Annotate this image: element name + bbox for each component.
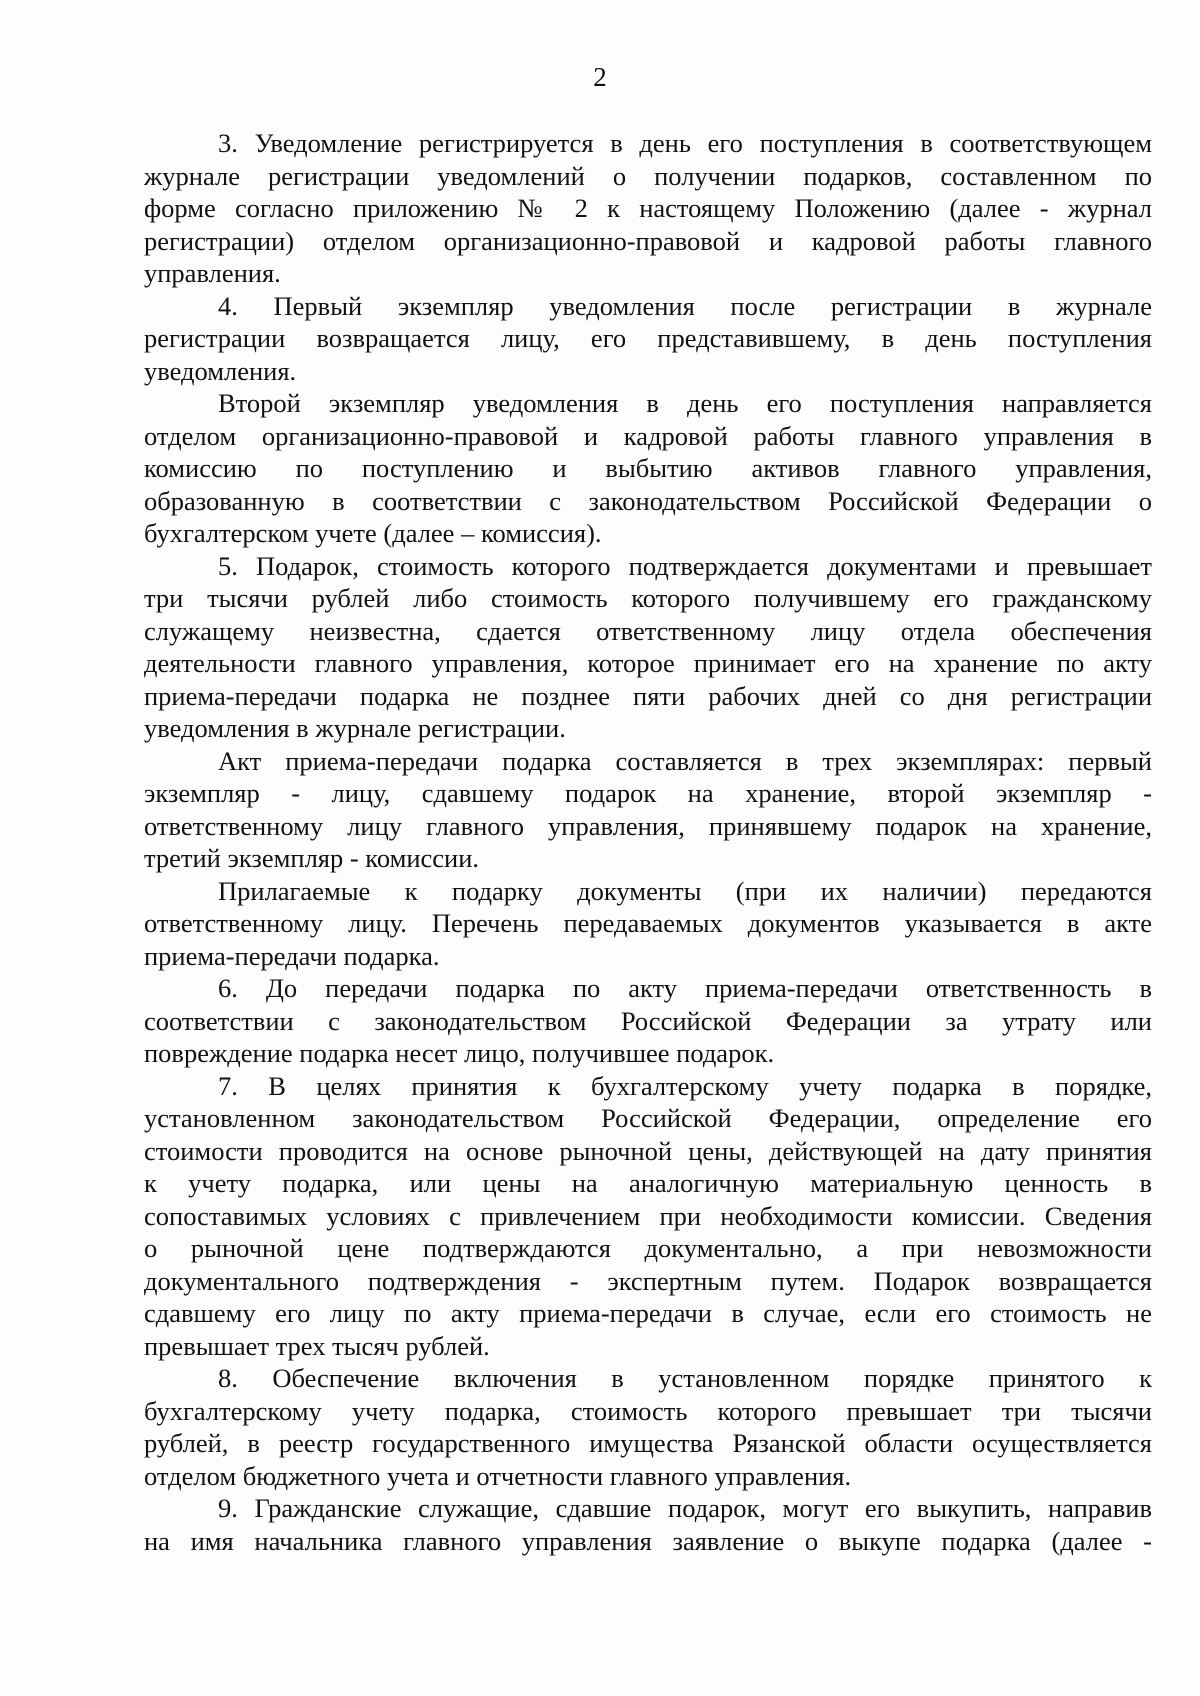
text-line: к учету подарка, или цены на аналогичную материальную ценность в (144, 1168, 1152, 1198)
paragraph-p4b (144, 387, 1152, 550)
text-line: на имя начальника главного управления заявление о выкупе подарка (далее - (144, 1525, 1152, 1556)
text-line: отделом бюджетного учета и отчетности главного управления. (144, 1460, 852, 1491)
text-line: служащему неизвестна, сдается ответственному лицу отдела обеспечения (144, 615, 1152, 646)
text-line: экземпляр - лицу, сдавшему подарок на хранение, второй экземпляр - (144, 778, 1152, 808)
paragraph-p5 (144, 550, 1152, 745)
page-number: 2 (593, 62, 607, 92)
text-line: приема-передачи подарка не позднее пяти рабочих дней со дня регистрации (144, 680, 1152, 711)
text-line: 8. Обеспечение включения в установленном порядке принятого к (218, 1363, 1152, 1393)
text-line: стоимости проводится на основе рыночной цены, действующей на дату принятия (144, 1135, 1152, 1166)
text-line: третий экземпляр - комиссии. (144, 843, 480, 873)
text-line: 6. До передачи подарка по акту приема-передачи ответственность в (218, 973, 1152, 1003)
text-line: 9. Гражданские служащие, сдавшие подарок, могут его выкупить, направив (218, 1493, 1152, 1523)
paragraph-p7 (144, 1070, 1152, 1363)
document-body (144, 127, 1152, 1557)
paragraph-p8 (144, 1362, 1152, 1492)
text-line: ответственному лицу. Перечень передаваемых документов указывается в акте (144, 908, 1152, 938)
text-line: бухгалтерскому учету подарка, стоимость которого превышает три тысячи (144, 1395, 1152, 1426)
text-line: сдавшему его лицу по акту приема-передачи в случае, если его стоимость не (144, 1298, 1152, 1328)
text-line: регистрации) отделом организационно-правовой и кадровой работы главного (144, 225, 1152, 256)
text-line: уведомления в журнале регистрации. (144, 713, 566, 743)
text-line: Прилагаемые к подарку документы (при их наличии) передаются (218, 875, 1152, 906)
text-line: 5. Подарок, стоимость которого подтверждается документами и превышает (218, 550, 1152, 581)
paragraph-p6 (144, 972, 1152, 1070)
text-line: 7. В целях принятия к бухгалтерскому учету подарка в порядке, (218, 1070, 1152, 1101)
text-line: повреждение подарка несет лицо, получившее подарок. (144, 1038, 775, 1068)
text-line: Акт приема-передачи подарка составляется в трех экземплярах: первый (218, 745, 1152, 776)
text-line: превышает трех тысяч рублей. (144, 1330, 490, 1361)
text-line: 4. Первый экземпляр уведомления после регистрации в журнале (218, 290, 1152, 321)
paragraph-p9 (144, 1492, 1152, 1557)
text-line: регистрации возвращается лицу, его представившему, в день поступления (144, 323, 1152, 353)
text-line: три тысячи рублей либо стоимость которого получившему его гражданскому (144, 583, 1152, 613)
text-line: о рыночной цене подтверждаются документально, а при невозможности (144, 1233, 1152, 1263)
paragraph-p5c (144, 875, 1152, 973)
text-line: 3. Уведомление регистрируется в день его поступления в соответствующем (218, 128, 1152, 158)
text-line: ответственному лицу главного управления, принявшему подарок на хранение, (144, 810, 1152, 841)
text-line: бухгалтерском учете (далее – комиссия). (144, 518, 602, 548)
text-line: соответствии с законодательством Российской Федерации за утрату или (144, 1005, 1152, 1036)
text-line: журнале регистрации уведомлений о получении подарков, составленном по (144, 160, 1152, 191)
text-line: форме согласно приложению № 2 к настоящему Положению (далее - журнал (144, 193, 1152, 223)
text-line: образованную в соответствии с законодательством Российской Федерации о (144, 485, 1152, 516)
text-line: установленном законодательством Российской Федерации, определение его (144, 1103, 1152, 1133)
paragraph-p4 (144, 290, 1152, 388)
text-line: Второй экземпляр уведомления в день его поступления направляется (218, 388, 1152, 418)
paragraph-p5b (144, 745, 1152, 875)
text-line: рублей, в реестр государственного имущества Рязанской области осуществляется (144, 1428, 1152, 1458)
text-line: отделом организационно-правовой и кадровой работы главного управления в (144, 420, 1152, 451)
text-line: сопоставимых условиях с привлечением при необходимости комиссии. Сведения (144, 1200, 1152, 1231)
text-line: приема-передачи подарка. (144, 940, 440, 971)
text-line: управления. (144, 258, 281, 288)
paragraph-p3 (144, 127, 1152, 290)
text-line: деятельности главного управления, которое принимает его на хранение по акту (144, 648, 1152, 678)
text-line: комиссию по поступлению и выбытию активов главного управления, (144, 453, 1152, 483)
text-line: уведомления. (144, 355, 297, 386)
text-line: документального подтверждения - экспертным путем. Подарок возвращается (144, 1265, 1152, 1296)
